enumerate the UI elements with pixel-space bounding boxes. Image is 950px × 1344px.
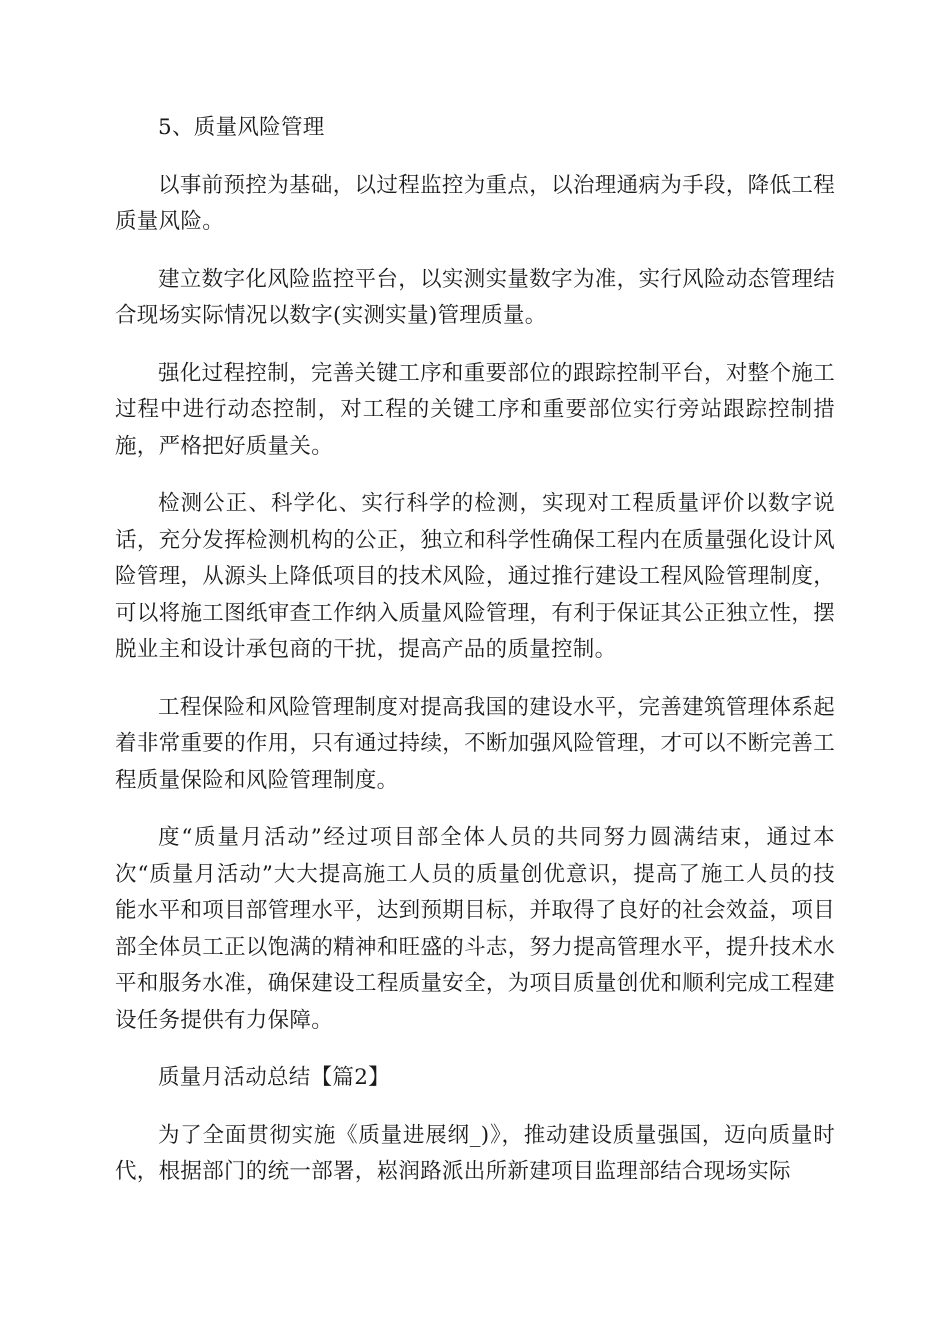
paragraph: 检测公正、科学化、实行科学的检测，实现对工程质量评价以数字说话，充分发挥检测机构的公正，独立和科学性确保工程内在质量强化设计风险管理，从源头上降低项目的技术风险，通过推行建设工程风险管理制度，可以将施工图纸审查工作纳入质量风险管理，有利于保证其公正独立性，摆脱业主和设计承包商的干扰，提高产品的质量控制。	[115, 491, 835, 662]
paragraph: 工程保险和风险管理制度对提高我国的建设水平，完善建筑管理体系起着非常重要的作用，只有通过持续，不断加强风险管理，才可以不断完善工程质量保险和风险管理制度。	[115, 694, 835, 793]
section-heading-part-2: 质量月活动总结【篇2】	[158, 1065, 390, 1090]
document-body	[115, 110, 835, 1212]
paragraph: 建立数字化风险监控平台，以实测实量数字为准，实行风险动态管理结合现场实际情况以数字(实测实量)管理质量。	[115, 266, 835, 328]
paragraph: 度“质量月活动”经过项目部全体人员的共同努力圆满结束，通过本次“质量月活动”大大提高施工人员的质量创优意识，提高了施工人员的技能水平和项目部管理水平，达到预期目标，并取得了良好的社会效益，项目部全体员工正以饱满的精神和旺盛的斗志，努力提高管理水平，提升技术水平和服务水准，确保建设工程质量安全，为项目质量创优和顺利完成工程建设任务提供有力保障。	[115, 825, 835, 1033]
paragraph: 以事前预控为基础，以过程监控为重点，以治理通病为手段，降低工程质量风险。	[115, 172, 835, 234]
paragraph: 为了全面贯彻实施《质量进展纲_)》，推动建设质量强国，迈向质量时代，根据部门的统一部署，崧润路派出所新建项目监理部结合现场实际	[115, 1122, 835, 1184]
paragraph: 强化过程控制，完善关键工序和重要部位的跟踪控制平台，对整个施工过程中进行动态控制，对工程的关键工序和重要部位实行旁站跟踪控制措施，严格把好质量关。	[115, 360, 835, 459]
section-heading-quality-risk: 5、质量风险管理	[158, 115, 325, 140]
